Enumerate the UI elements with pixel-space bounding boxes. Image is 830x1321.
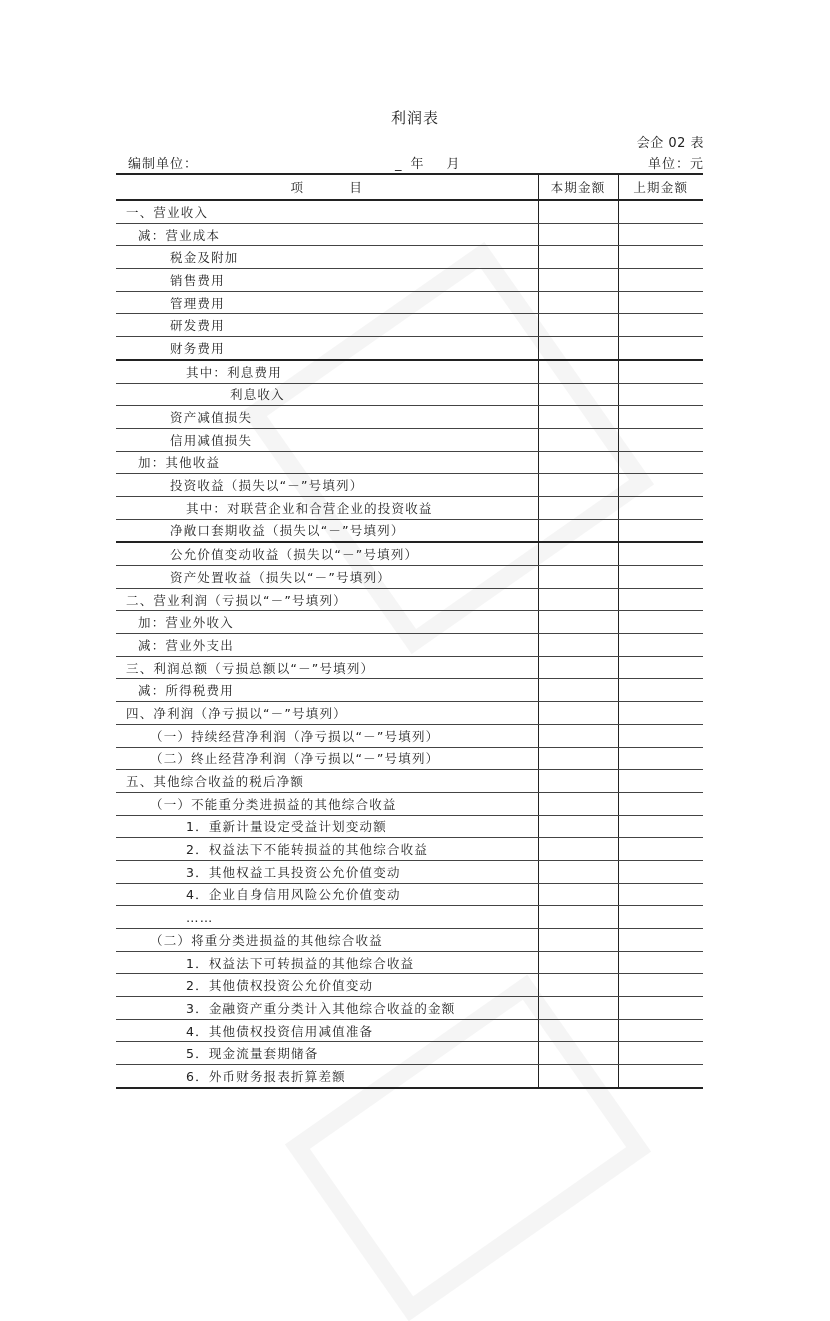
previous-amount-cell[interactable] <box>618 383 703 406</box>
row-label: …… <box>116 906 538 929</box>
table-row <box>116 747 703 770</box>
current-amount-cell[interactable] <box>538 1065 618 1088</box>
table-row <box>116 679 703 702</box>
current-amount-cell[interactable] <box>538 702 618 725</box>
row-label: 其中：利息费用 <box>116 360 538 383</box>
current-amount-cell[interactable] <box>538 383 618 406</box>
previous-amount-cell[interactable] <box>618 1042 703 1065</box>
previous-amount-cell[interactable] <box>618 747 703 770</box>
row-label: 投资收益（损失以“－”号填列） <box>116 474 538 497</box>
row-label: 加：其他收益 <box>116 451 538 474</box>
table-row <box>116 383 703 406</box>
table-row <box>116 474 703 497</box>
current-amount-cell[interactable] <box>538 792 618 815</box>
previous-amount-cell[interactable] <box>618 656 703 679</box>
table-row <box>116 611 703 634</box>
current-amount-cell[interactable] <box>538 200 618 223</box>
previous-amount-cell[interactable] <box>618 314 703 337</box>
previous-amount-cell[interactable] <box>618 496 703 519</box>
previous-amount-cell[interactable] <box>618 566 703 589</box>
previous-amount-cell[interactable] <box>618 200 703 223</box>
month-label: 月 <box>446 157 461 172</box>
previous-amount-cell[interactable] <box>618 906 703 929</box>
row-label: 3．金融资产重分类计入其他综合收益的金额 <box>116 997 538 1020</box>
row-label: 资产处置收益（损失以“－”号填列） <box>116 566 538 589</box>
table-row <box>116 1065 703 1088</box>
current-amount-cell[interactable] <box>538 566 618 589</box>
previous-amount-cell[interactable] <box>618 770 703 793</box>
column-header-item: 项 目 <box>116 174 538 200</box>
current-amount-cell[interactable] <box>538 974 618 997</box>
row-label: 研发费用 <box>116 314 538 337</box>
table-row <box>116 451 703 474</box>
table-row <box>116 542 703 565</box>
previous-amount-cell[interactable] <box>618 474 703 497</box>
row-label: 一、营业收入 <box>116 200 538 223</box>
current-amount-cell[interactable] <box>538 929 618 952</box>
table-row <box>116 200 703 223</box>
previous-amount-cell[interactable] <box>618 1019 703 1042</box>
row-label: （一）不能重分类进损益的其他综合收益 <box>116 792 538 815</box>
current-amount-cell[interactable] <box>538 906 618 929</box>
table-row <box>116 770 703 793</box>
current-amount-cell[interactable] <box>538 951 618 974</box>
form-code: 会企 02 表 <box>636 136 704 151</box>
page-title: 利润表 <box>390 109 439 127</box>
row-label: 3．其他权益工具投资公允价值变动 <box>116 860 538 883</box>
table-row <box>116 496 703 519</box>
previous-amount-cell[interactable] <box>618 588 703 611</box>
previous-amount-cell[interactable] <box>618 974 703 997</box>
row-label: 税金及附加 <box>116 246 538 269</box>
current-amount-cell[interactable] <box>538 770 618 793</box>
row-label: 五、其他综合收益的税后净额 <box>116 770 538 793</box>
row-label: 减：营业外支出 <box>116 634 538 657</box>
row-label: 4．其他债权投资信用减值准备 <box>116 1019 538 1042</box>
previous-amount-cell[interactable] <box>618 724 703 747</box>
current-amount-cell[interactable] <box>538 451 618 474</box>
table-row <box>116 634 703 657</box>
table-row <box>116 656 703 679</box>
previous-amount-cell[interactable] <box>618 291 703 314</box>
current-amount-cell[interactable] <box>538 724 618 747</box>
column-header-previous: 上期金额 <box>618 174 703 200</box>
period-blank: _ <box>395 157 403 172</box>
current-amount-cell[interactable] <box>538 223 618 246</box>
previous-amount-cell[interactable] <box>618 815 703 838</box>
row-label: 二、营业利润（亏损以“－”号填列） <box>116 588 538 611</box>
previous-amount-cell[interactable] <box>618 611 703 634</box>
previous-amount-cell[interactable] <box>618 542 703 565</box>
row-label: （二）终止经营净利润（净亏损以“－”号填列） <box>116 747 538 770</box>
table-row <box>116 246 703 269</box>
row-label: 1．重新计量设定受益计划变动额 <box>116 815 538 838</box>
current-amount-cell[interactable] <box>538 519 618 542</box>
table-row <box>116 997 703 1020</box>
previous-amount-cell[interactable] <box>618 269 703 292</box>
current-amount-cell[interactable] <box>538 815 618 838</box>
table-row <box>116 566 703 589</box>
row-label: （一）持续经营净利润（净亏损以“－”号填列） <box>116 724 538 747</box>
current-amount-cell[interactable] <box>538 337 618 360</box>
row-label: 资产减值损失 <box>116 406 538 429</box>
table-row <box>116 406 703 429</box>
row-label: 销售费用 <box>116 269 538 292</box>
table-row <box>116 702 703 725</box>
previous-amount-cell[interactable] <box>618 246 703 269</box>
current-amount-cell[interactable] <box>538 406 618 429</box>
previous-amount-cell[interactable] <box>618 883 703 906</box>
current-amount-cell[interactable] <box>538 860 618 883</box>
compiler-label: 编制单位： <box>128 157 199 172</box>
table-row <box>116 838 703 861</box>
table-row <box>116 269 703 292</box>
period-field <box>395 153 461 172</box>
current-amount-cell[interactable] <box>538 428 618 451</box>
table-row <box>116 519 703 542</box>
row-label: 管理费用 <box>116 291 538 314</box>
table-row <box>116 724 703 747</box>
table-row <box>116 428 703 451</box>
row-label: 净敞口套期收益（损失以“－”号填列） <box>116 519 538 542</box>
table-row <box>116 223 703 246</box>
row-label: 6．外币财务报表折算差额 <box>116 1065 538 1088</box>
row-label: 三、利润总额（亏损总额以“－”号填列） <box>116 656 538 679</box>
table-row <box>116 883 703 906</box>
row-label: 2．其他债权投资公允价值变动 <box>116 974 538 997</box>
previous-amount-cell[interactable] <box>618 702 703 725</box>
previous-amount-cell[interactable] <box>618 337 703 360</box>
previous-amount-cell[interactable] <box>618 428 703 451</box>
row-label: 利息收入 <box>116 383 538 406</box>
table-row <box>116 906 703 929</box>
table-row <box>116 337 703 360</box>
table-header-row <box>116 174 703 200</box>
current-amount-cell[interactable] <box>538 542 618 565</box>
previous-amount-cell[interactable] <box>618 929 703 952</box>
current-amount-cell[interactable] <box>538 679 618 702</box>
row-label: 四、净利润（净亏损以“－”号填列） <box>116 702 538 725</box>
previous-amount-cell[interactable] <box>618 838 703 861</box>
row-label: 5．现金流量套期储备 <box>116 1042 538 1065</box>
previous-amount-cell[interactable] <box>618 634 703 657</box>
table-row <box>116 360 703 383</box>
current-amount-cell[interactable] <box>538 269 618 292</box>
table-row <box>116 291 703 314</box>
current-amount-cell[interactable] <box>538 314 618 337</box>
previous-amount-cell[interactable] <box>618 223 703 246</box>
table-row <box>116 792 703 815</box>
previous-amount-cell[interactable] <box>618 360 703 383</box>
row-label: 公允价值变动收益（损失以“－”号填列） <box>116 542 538 565</box>
current-amount-cell[interactable] <box>538 474 618 497</box>
row-label: 信用减值损失 <box>116 428 538 451</box>
current-amount-cell[interactable] <box>538 611 618 634</box>
current-amount-cell[interactable] <box>538 1042 618 1065</box>
row-label: （二）将重分类进损益的其他综合收益 <box>116 929 538 952</box>
current-amount-cell[interactable] <box>538 747 618 770</box>
row-label: 减：营业成本 <box>116 223 538 246</box>
previous-amount-cell[interactable] <box>618 951 703 974</box>
current-amount-cell[interactable] <box>538 1019 618 1042</box>
previous-amount-cell[interactable] <box>618 406 703 429</box>
table-row <box>116 815 703 838</box>
previous-amount-cell[interactable] <box>618 860 703 883</box>
previous-amount-cell[interactable] <box>618 679 703 702</box>
current-amount-cell[interactable] <box>538 291 618 314</box>
row-label: 2．权益法下不能转损益的其他综合收益 <box>116 838 538 861</box>
current-amount-cell[interactable] <box>538 883 618 906</box>
income-statement-table <box>116 173 703 1089</box>
row-label: 加：营业外收入 <box>116 611 538 634</box>
current-amount-cell[interactable] <box>538 634 618 657</box>
table-row <box>116 974 703 997</box>
table-row <box>116 1042 703 1065</box>
current-amount-cell[interactable] <box>538 588 618 611</box>
table-row <box>116 1019 703 1042</box>
previous-amount-cell[interactable] <box>618 1065 703 1088</box>
previous-amount-cell[interactable] <box>618 519 703 542</box>
current-amount-cell[interactable] <box>538 246 618 269</box>
previous-amount-cell[interactable] <box>618 451 703 474</box>
current-amount-cell[interactable] <box>538 360 618 383</box>
current-amount-cell[interactable] <box>538 656 618 679</box>
table-row <box>116 929 703 952</box>
table-row <box>116 588 703 611</box>
row-label: 减：所得税费用 <box>116 679 538 702</box>
column-header-current: 本期金额 <box>538 174 618 200</box>
current-amount-cell[interactable] <box>538 838 618 861</box>
unit-label: 单位：元 <box>647 157 704 172</box>
row-label: 1．权益法下可转损益的其他综合收益 <box>116 951 538 974</box>
current-amount-cell[interactable] <box>538 997 618 1020</box>
row-label: 财务费用 <box>116 337 538 360</box>
previous-amount-cell[interactable] <box>618 997 703 1020</box>
year-label: 年 <box>410 157 425 172</box>
previous-amount-cell[interactable] <box>618 792 703 815</box>
table-row <box>116 314 703 337</box>
table-row <box>116 951 703 974</box>
table-row <box>116 860 703 883</box>
row-label: 4．企业自身信用风险公允价值变动 <box>116 883 538 906</box>
current-amount-cell[interactable] <box>538 496 618 519</box>
row-label: 其中：对联营企业和合营企业的投资收益 <box>116 496 538 519</box>
